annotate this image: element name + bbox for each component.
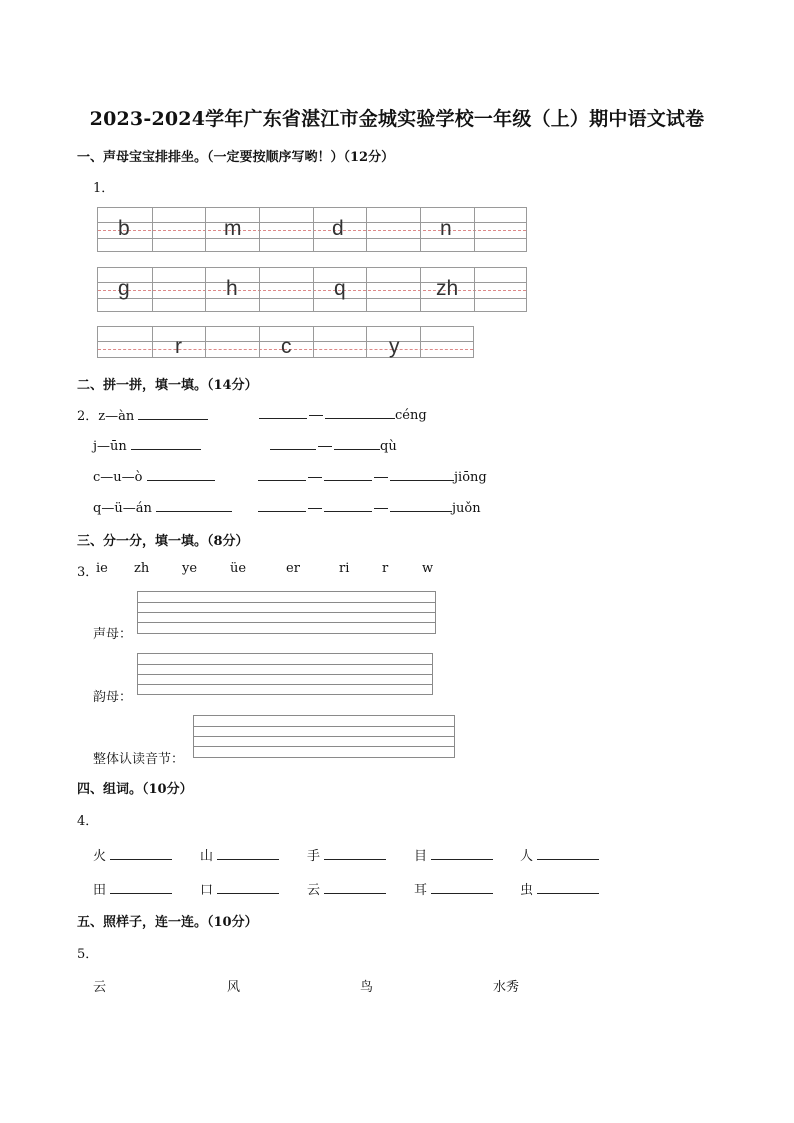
question-2-number: 2． [77, 409, 99, 424]
answer-blank[interactable] [110, 880, 172, 894]
answer-blank[interactable] [324, 498, 372, 512]
syllable: r [382, 561, 389, 576]
pinyin-grid-row-2 [97, 267, 527, 312]
match-word[interactable]: 水秀 [493, 980, 520, 995]
word-group-item: 田 [93, 879, 172, 898]
q2-row-1-right: céng [259, 405, 427, 423]
answer-blank[interactable] [110, 846, 172, 860]
answer-blank[interactable] [147, 467, 215, 481]
question-4-number: 4． [77, 814, 99, 829]
syllable: er [286, 561, 300, 576]
word-group-item: 人 [520, 845, 599, 864]
answer-blank[interactable] [138, 406, 208, 420]
word-group-item: 火 [93, 845, 172, 864]
q2-row-1: 2．z—àn [77, 405, 208, 424]
answer-blank[interactable] [258, 498, 306, 512]
q2-row-2: j—ūn [93, 436, 201, 454]
answer-blank[interactable] [156, 498, 232, 512]
answer-blank[interactable] [537, 880, 599, 894]
word-group-item: 耳 [414, 879, 493, 898]
word-group-item: 虫 [520, 879, 599, 898]
syllable: ri [339, 561, 350, 576]
match-word[interactable]: 风 [227, 980, 241, 995]
q2-row-3: c—u—ò [93, 467, 215, 485]
answer-blank[interactable] [390, 467, 454, 481]
section-5-heading: 五、照样子，连一连。（10分） [77, 915, 258, 930]
word-group-item: 手 [307, 845, 386, 864]
yunmu-label: 韵母： [93, 690, 133, 705]
grid-letter: m [224, 217, 242, 240]
yunmu-writing-box[interactable] [137, 653, 433, 695]
shengmu-writing-box[interactable] [137, 591, 436, 634]
answer-blank[interactable] [324, 846, 386, 860]
syllable: ie [96, 561, 108, 576]
grid-letter: n [440, 217, 452, 240]
word-group-item: 目 [414, 845, 493, 864]
grid-letter: g [118, 277, 130, 300]
answer-blank[interactable] [259, 405, 307, 419]
grid-letter: zh [436, 277, 459, 300]
answer-blank[interactable] [131, 436, 201, 450]
q2-row-2-right: qù [270, 436, 397, 454]
word-group-item: 山 [200, 845, 279, 864]
grid-letter: d [332, 217, 344, 240]
answer-blank[interactable] [390, 498, 452, 512]
answer-blank[interactable] [324, 880, 386, 894]
zhengti-writing-box[interactable] [193, 715, 455, 758]
section-3-heading: 三、分一分，填一填。（8分） [77, 534, 249, 549]
section-1-heading: 一、声母宝宝排排坐。（一定要按顺序写哟！）（12分） [77, 150, 395, 165]
syllable: w [422, 561, 434, 576]
q2-row-4: q—ü—án [93, 498, 232, 516]
syllable: ye [182, 561, 198, 576]
syllable: zh [134, 561, 150, 576]
word-group-item: 口 [200, 879, 279, 898]
section-4-heading: 四、组词。（10分） [77, 782, 193, 797]
q2-row-4-right: juǒn [258, 498, 481, 516]
answer-blank[interactable] [537, 846, 599, 860]
grid-letter: b [118, 217, 130, 240]
grid-letter: h [226, 277, 238, 300]
grid-letter: c [281, 335, 292, 358]
answer-blank[interactable] [334, 436, 380, 450]
pinyin-grid-row-1 [97, 207, 527, 252]
word-group-item: 云 [307, 879, 386, 898]
shengmu-label: 声母： [93, 627, 133, 642]
answer-blank[interactable] [217, 846, 279, 860]
answer-blank[interactable] [270, 436, 316, 450]
answer-blank[interactable] [431, 846, 493, 860]
section-2-heading: 二、拼一拼，填一填。（14分） [77, 378, 258, 393]
grid-letter: r [175, 335, 182, 358]
match-word[interactable]: 鸟 [360, 980, 374, 995]
answer-blank[interactable] [325, 405, 395, 419]
grid-letter: y [389, 335, 400, 358]
answer-blank[interactable] [217, 880, 279, 894]
answer-blank[interactable] [258, 467, 306, 481]
answer-blank[interactable] [324, 467, 372, 481]
question-1-number: 1． [93, 181, 115, 196]
question-3-number: 3． [77, 565, 99, 580]
question-5-number: 5． [77, 947, 99, 962]
page-title: 2023-2024学年广东省湛江市金城实验学校一年级（上）期中语文试卷 [89, 108, 705, 130]
pinyin-grid-row-3 [97, 326, 474, 358]
match-word[interactable]: 云 [93, 980, 107, 995]
syllable: üe [230, 561, 247, 576]
q2-row-3-right: jiōng [258, 467, 487, 485]
grid-letter: q [334, 277, 346, 300]
answer-blank[interactable] [431, 880, 493, 894]
zhengti-label: 整体认读音节： [93, 752, 185, 767]
